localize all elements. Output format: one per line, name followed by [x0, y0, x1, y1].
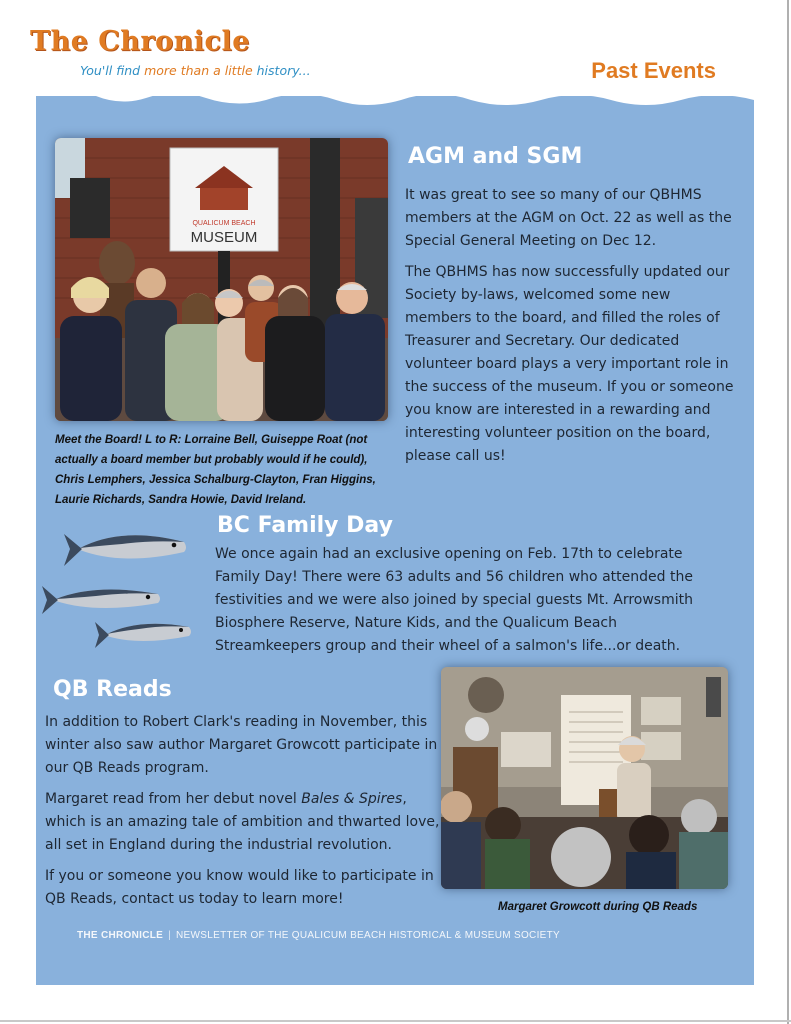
- agm-heading: AGM and SGM: [408, 144, 583, 169]
- masthead: [30, 26, 311, 78]
- footer-brand: THE CHRONICLE: [77, 930, 164, 941]
- agm-paragraph-2: The QBHMS has now successfully updated our Society by-laws, welcomed some new members to the board, and filled the roles of Treasurer and Secretary. Our dedicated volunteer board plays a very important role in the success of the museum. If you or someone you know are interested in a rewarding and interesting volunteer position on the board, please call us!: [405, 264, 734, 464]
- qb-reads-paragraph-1: In addition to Robert Clark's reading in November, this winter also saw author Margaret Growcott participate in our QB Reads program.: [45, 714, 438, 776]
- agm-paragraph-1: It was great to see so many of our QBHMS members at the AGM on Oct. 22 as well as the Special General Meeting on Dec 12.: [405, 187, 732, 249]
- tagline-part-2: more than a little: [144, 63, 253, 78]
- qb-reads-photo: [441, 667, 728, 889]
- family-day-paragraph: We once again had an exclusive opening on Feb. 17th to celebrate Family Day! There were 63 adults and 56 children who attended the festivities and we were also joined by special guests Mt. Arrowsmith Biosphere Reserve, Nature Kids, and the Qualicum Beach Streamkeepers group and their wheel of a salmon's life...or death.: [215, 546, 693, 654]
- family-day-heading: BC Family Day: [217, 513, 393, 538]
- fish-icon: [62, 522, 192, 574]
- footer-text: NEWSLETTER OF THE QUALICUM BEACH HISTORICAL & MUSEUM SOCIETY: [176, 930, 561, 941]
- qb-reads-p2-end: , which is an amazing tale of ambition and thwarted love, all set in England during the industrial revolution.: [45, 791, 440, 853]
- qb-reads-photo-caption: Margaret Growcott during QB Reads: [498, 901, 698, 913]
- section-title: Past Events: [591, 58, 716, 83]
- sign-bottom-text: MUSEUM: [190, 229, 258, 246]
- qb-reads-p2-start: Margaret read from her debut novel: [45, 791, 302, 807]
- qb-reads-article: [45, 711, 445, 919]
- book-title: Bales & Spires: [301, 791, 403, 807]
- newsletter-title: The Chronicle: [30, 26, 250, 57]
- qb-reads-paragraph-2: [45, 788, 445, 857]
- board-photo: [55, 138, 388, 421]
- agm-article: [405, 184, 740, 476]
- fish-icon: [93, 612, 195, 652]
- sign-top-text: QUALICUM BEACH: [192, 220, 256, 227]
- page-footer: [77, 930, 560, 941]
- board-photo-caption: Meet the Board! L to R: Lorraine Bell, Guiseppe Roat (not actually a board member but probably would if he could), Chris Lemphers, Jessica Schalburg-Clayton, Fran Higgins, Laurie Richards, Sandra Howie, David Ireland.: [55, 434, 376, 506]
- wave-edge: [36, 86, 754, 126]
- qb-reads-heading: QB Reads: [53, 677, 172, 702]
- page-edge-right: [787, 0, 789, 1024]
- newsletter-tagline: [80, 63, 311, 78]
- family-day-article: [215, 543, 725, 666]
- tagline-part-1: You'll find: [80, 63, 145, 78]
- page-edge-bottom: [0, 1020, 791, 1022]
- footer-separator: |: [168, 930, 172, 941]
- tagline-part-3: history...: [252, 63, 311, 78]
- qb-reads-paragraph-3: If you or someone you know would like to participate in QB Reads, contact us today to learn more!: [45, 868, 434, 907]
